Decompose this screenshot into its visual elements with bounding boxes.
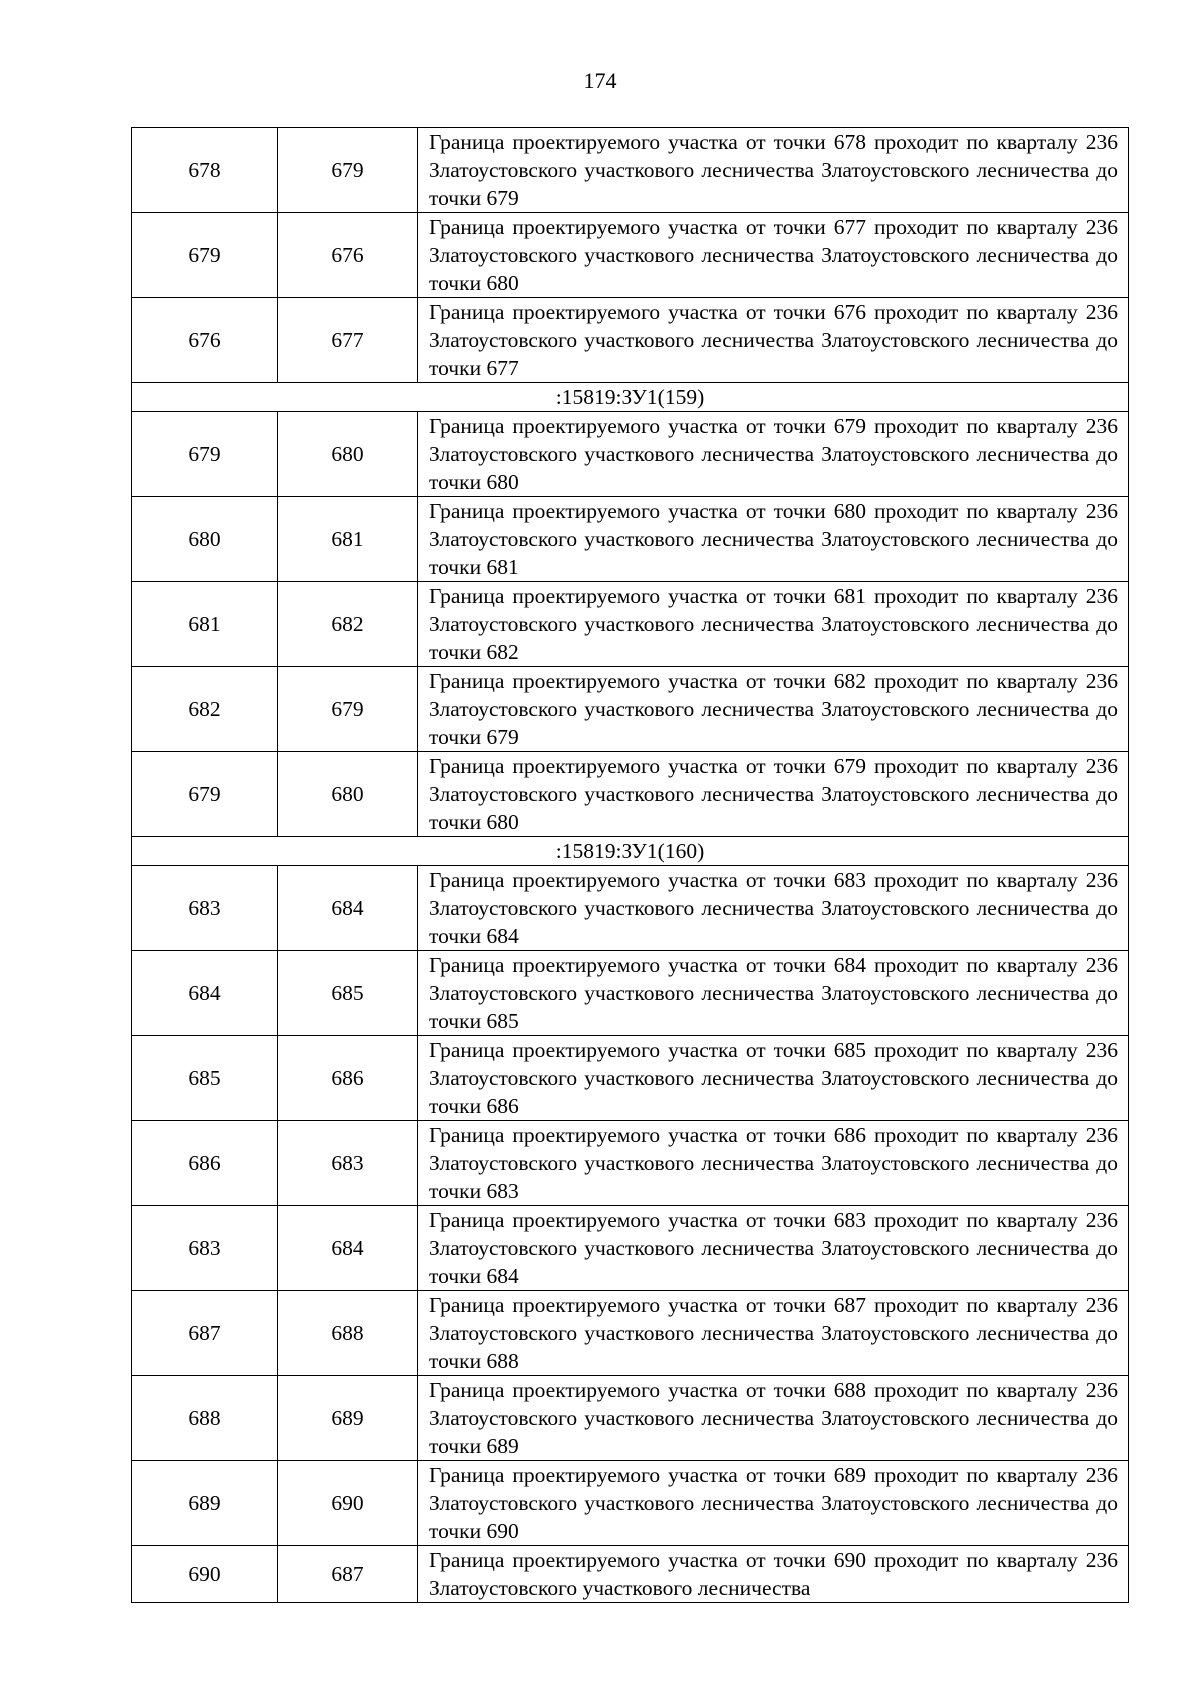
description-cell: Граница проектируемого участка от точки 676 проходит по кварталу 236 Златоустовского участкового лесничества Златоустовского лесничества до точки 677 bbox=[418, 298, 1129, 383]
description-cell: Граница проектируемого участка от точки 684 проходит по кварталу 236 Златоустовского участкового лесничества Златоустовского лесничества до точки 685 bbox=[418, 951, 1129, 1036]
table-row bbox=[132, 1036, 1129, 1121]
boundary-table bbox=[131, 127, 1129, 1603]
point-to-cell: 684 bbox=[278, 866, 418, 951]
table-row bbox=[132, 667, 1129, 752]
point-to-cell: 676 bbox=[278, 213, 418, 298]
point-from-cell: 683 bbox=[132, 866, 278, 951]
point-to-cell: 687 bbox=[278, 1546, 418, 1603]
point-from-cell: 681 bbox=[132, 582, 278, 667]
description-cell: Граница проектируемого участка от точки 680 проходит по кварталу 236 Златоустовского участкового лесничества Златоустовского лесничества до точки 681 bbox=[418, 497, 1129, 582]
point-from-cell: 683 bbox=[132, 1206, 278, 1291]
description-cell: Граница проектируемого участка от точки 683 проходит по кварталу 236 Златоустовского участкового лесничества Златоустовского лесничества до точки 684 bbox=[418, 1206, 1129, 1291]
table-row bbox=[132, 752, 1129, 837]
description-cell: Граница проектируемого участка от точки 687 проходит по кварталу 236 Златоустовского участкового лесничества Златоустовского лесничества до точки 688 bbox=[418, 1291, 1129, 1376]
point-to-cell: 689 bbox=[278, 1376, 418, 1461]
page-number: 174 bbox=[583, 68, 617, 93]
table-row bbox=[132, 951, 1129, 1036]
point-to-cell: 685 bbox=[278, 951, 418, 1036]
point-from-cell: 679 bbox=[132, 412, 278, 497]
description-cell: Граница проектируемого участка от точки 679 проходит по кварталу 236 Златоустовского участкового лесничества Златоустовского лесничества до точки 680 bbox=[418, 412, 1129, 497]
point-to-cell: 682 bbox=[278, 582, 418, 667]
point-to-cell: 688 bbox=[278, 1291, 418, 1376]
point-to-cell: 681 bbox=[278, 497, 418, 582]
table-row bbox=[132, 1291, 1129, 1376]
table-row bbox=[132, 1121, 1129, 1206]
description-cell: Граница проектируемого участка от точки 689 проходит по кварталу 236 Златоустовского участкового лесничества Златоустовского лесничества до точки 690 bbox=[418, 1461, 1129, 1546]
point-from-cell: 689 bbox=[132, 1461, 278, 1546]
table-row bbox=[132, 298, 1129, 383]
table-row bbox=[132, 497, 1129, 582]
point-from-cell: 679 bbox=[132, 213, 278, 298]
point-to-cell: 684 bbox=[278, 1206, 418, 1291]
point-from-cell: 685 bbox=[132, 1036, 278, 1121]
table-row bbox=[132, 1546, 1129, 1603]
point-from-cell: 680 bbox=[132, 497, 278, 582]
point-from-cell: 678 bbox=[132, 128, 278, 213]
point-from-cell: 690 bbox=[132, 1546, 278, 1603]
group-header-row bbox=[132, 837, 1129, 866]
point-from-cell: 682 bbox=[132, 667, 278, 752]
table-row bbox=[132, 213, 1129, 298]
description-cell: Граница проектируемого участка от точки 688 проходит по кварталу 236 Златоустовского участкового лесничества Златоустовского лесничества до точки 689 bbox=[418, 1376, 1129, 1461]
point-from-cell: 676 bbox=[132, 298, 278, 383]
point-from-cell: 687 bbox=[132, 1291, 278, 1376]
table-row bbox=[132, 582, 1129, 667]
table-row bbox=[132, 1206, 1129, 1291]
table-row bbox=[132, 128, 1129, 213]
description-cell: Граница проектируемого участка от точки 681 проходит по кварталу 236 Златоустовского участкового лесничества Златоустовского лесничества до точки 682 bbox=[418, 582, 1129, 667]
point-to-cell: 680 bbox=[278, 752, 418, 837]
description-cell: Граница проектируемого участка от точки 683 проходит по кварталу 236 Златоустовского участкового лесничества Златоустовского лесничества до точки 684 bbox=[418, 866, 1129, 951]
table-body bbox=[132, 128, 1129, 1603]
table-row bbox=[132, 866, 1129, 951]
group-header-row bbox=[132, 383, 1129, 412]
point-to-cell: 680 bbox=[278, 412, 418, 497]
point-from-cell: 686 bbox=[132, 1121, 278, 1206]
group-label: :15819:ЗУ1(159) bbox=[132, 383, 1129, 412]
point-to-cell: 686 bbox=[278, 1036, 418, 1121]
point-from-cell: 688 bbox=[132, 1376, 278, 1461]
point-to-cell: 690 bbox=[278, 1461, 418, 1546]
description-cell: Граница проектируемого участка от точки 686 проходит по кварталу 236 Златоустовского участкового лесничества Златоустовского лесничества до точки 683 bbox=[418, 1121, 1129, 1206]
description-cell: Граница проектируемого участка от точки 690 проходит по кварталу 236 Златоустовского участкового лесничества bbox=[418, 1546, 1129, 1603]
table-row bbox=[132, 412, 1129, 497]
description-cell: Граница проектируемого участка от точки 682 проходит по кварталу 236 Златоустовского участкового лесничества Златоустовского лесничества до точки 679 bbox=[418, 667, 1129, 752]
point-to-cell: 677 bbox=[278, 298, 418, 383]
table-row bbox=[132, 1376, 1129, 1461]
point-to-cell: 679 bbox=[278, 667, 418, 752]
point-to-cell: 679 bbox=[278, 128, 418, 213]
group-label: :15819:ЗУ1(160) bbox=[132, 837, 1129, 866]
description-cell: Граница проектируемого участка от точки 679 проходит по кварталу 236 Златоустовского участкового лесничества Златоустовского лесничества до точки 680 bbox=[418, 752, 1129, 837]
table-row bbox=[132, 1461, 1129, 1546]
point-from-cell: 684 bbox=[132, 951, 278, 1036]
description-cell: Граница проектируемого участка от точки 678 проходит по кварталу 236 Златоустовского участкового лесничества Златоустовского лесничества до точки 679 bbox=[418, 128, 1129, 213]
description-cell: Граница проектируемого участка от точки 677 проходит по кварталу 236 Златоустовского участкового лесничества Златоустовского лесничества до точки 680 bbox=[418, 213, 1129, 298]
description-cell: Граница проектируемого участка от точки 685 проходит по кварталу 236 Златоустовского участкового лесничества Златоустовского лесничества до точки 686 bbox=[418, 1036, 1129, 1121]
point-from-cell: 679 bbox=[132, 752, 278, 837]
point-to-cell: 683 bbox=[278, 1121, 418, 1206]
